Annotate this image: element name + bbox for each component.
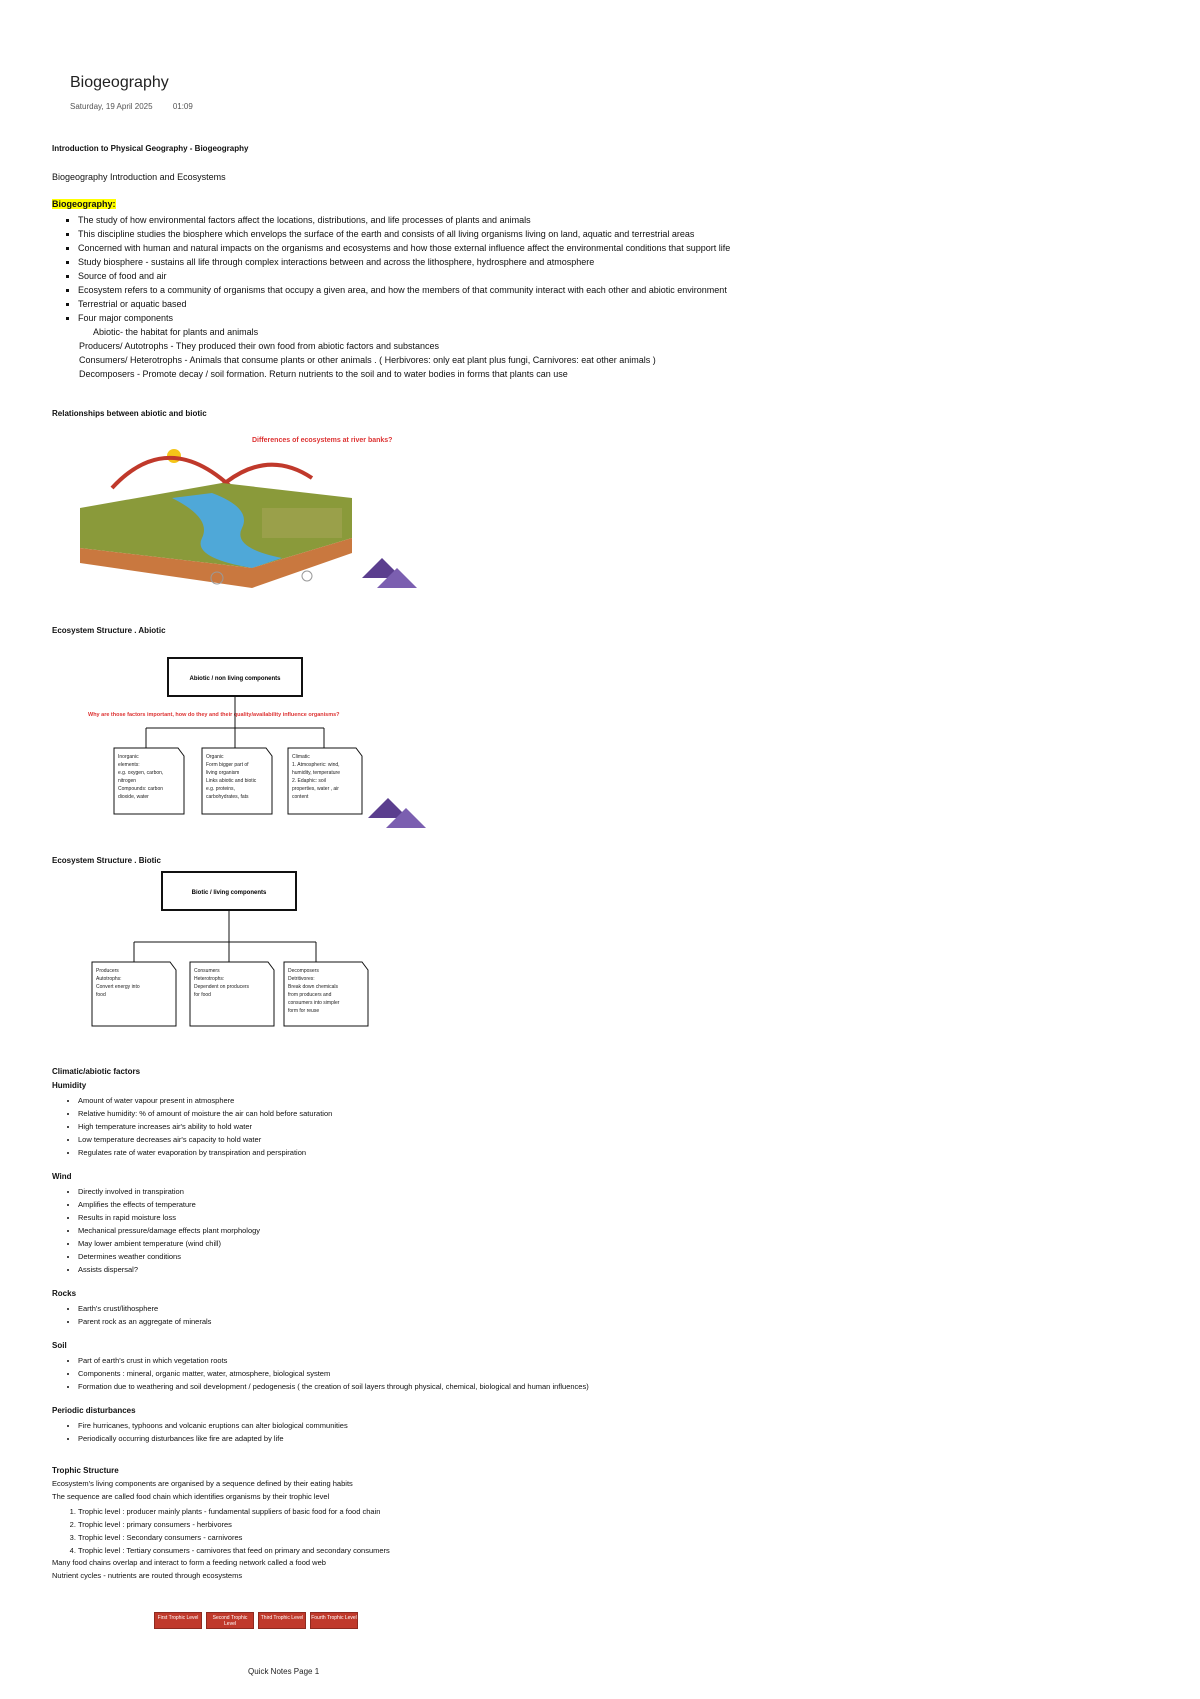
list-item: • Parent rock as an aggregate of minerals — [78, 1315, 211, 1328]
periodic-list — [52, 1419, 348, 1445]
list-item: ▪ The study of how environmental factors affect the locations, distributions, and life processes of plants and animals — [78, 213, 730, 227]
list-item: • Regulates rate of water evaporation by transpiration and perspiration — [78, 1146, 332, 1159]
trophic-line: The sequence are called food chain which identifies organisms by their trophic level — [52, 1492, 330, 1501]
list-item: 4. Trophic level : Tertiary consumers - carnivores that feed on primary and secondary consumers — [78, 1544, 390, 1557]
box-text: Convert energy into — [96, 984, 140, 990]
trophic-line: Nutrient cycles - nutrients are routed through ecosystems — [52, 1571, 243, 1580]
list-item: ▪ This discipline studies the biosphere which envelops the surface of the earth and consists of all living organisms living on land, aquatic and terrestrial areas — [78, 227, 730, 241]
box-text: carbohydrates, fats — [206, 794, 249, 800]
box-text: Heterotrophs: — [194, 976, 225, 982]
box-text: content — [292, 794, 309, 800]
list-item: • Formation due to weathering and soil development / pedogenesis ( the creation of soil layers through physical, chemical, biological and human influences) — [78, 1380, 589, 1393]
list-item: • Determines weather conditions — [78, 1250, 260, 1263]
box-text: Compounds: carbon — [118, 786, 164, 792]
box-text: consumers into simpler — [288, 1000, 340, 1006]
section-subtitle: Biogeography Introduction and Ecosystems — [52, 172, 226, 182]
list-item: • Earth's crust/lithosphere — [78, 1302, 211, 1315]
box-text: nitrogen — [118, 778, 137, 784]
third-trophic-button[interactable]: Third Trophic Level — [258, 1612, 306, 1629]
humidity-list — [52, 1094, 332, 1159]
list-item: 1. Trophic level : producer mainly plants - fundamental suppliers of basic food for a food chain — [78, 1505, 390, 1518]
trophic-levels — [52, 1505, 390, 1557]
box-text: food — [96, 992, 106, 998]
list-item: ▪ Source of food and air — [78, 269, 730, 283]
list-item: • Relative humidity: % of amount of moisture the air can hold before saturation — [78, 1107, 332, 1120]
biotic-root-label: Biotic / living components — [191, 890, 267, 896]
box-text: Climatic — [292, 754, 310, 760]
second-trophic-button[interactable]: Second Trophic Level — [206, 1612, 254, 1629]
list-item: ▪ Terrestrial or aquatic based — [78, 297, 730, 311]
wind-list — [52, 1185, 260, 1276]
biotic-diagram — [88, 868, 383, 1028]
time-text: 01:09 — [172, 102, 193, 111]
intro-heading — [52, 199, 116, 209]
box-text: living organism — [206, 770, 240, 776]
box-text: e.g. proteins, — [206, 786, 235, 792]
component-consumers: Consumers/ Heterotrophs - Animals that consume plants or other animals . ( Herbivores: only eat plant plus fungi, Carnivores: eat other animals ) — [79, 355, 656, 365]
list-item: • Part of earth's crust in which vegetation roots — [78, 1354, 589, 1367]
box-text: from producers and — [288, 992, 332, 998]
climatic-heading: Climatic/abiotic factors — [52, 1067, 141, 1076]
box-text: Autotrophs: — [96, 976, 122, 982]
first-trophic-button[interactable]: First Trophic Level — [154, 1612, 202, 1629]
humidity-title: Humidity — [52, 1081, 87, 1090]
soil-title: Soil — [52, 1341, 67, 1350]
box-text: Organic — [206, 754, 224, 760]
box-text: e.g. oxygen, carbon, — [118, 770, 164, 776]
breadcrumb: Introduction to Physical Geography - Biogeography — [52, 144, 249, 153]
relationships-heading: Relationships between abiotic and biotic — [52, 409, 207, 418]
fourth-trophic-button[interactable]: Fourth Trophic Level — [310, 1612, 358, 1629]
list-item: ▪ Four major components — [78, 311, 730, 325]
box-text: Detritivores: — [288, 976, 315, 982]
component-decomposers: Decomposers - Promote decay / soil formation. Return nutrients to the soil and to water bodies in forms that plants can use — [79, 369, 568, 379]
abiotic-question: Why are those factors important, how do they and their quality/availability influence organisms? — [88, 712, 340, 718]
trophic-line: Many food chains overlap and interact to form a feeding network called a food web — [52, 1558, 326, 1567]
trophic-line: Ecosystem's living components are organised by a sequence defined by their eating habits — [52, 1479, 353, 1488]
box-text: Decomposers — [288, 968, 319, 974]
box-text: Consumers — [194, 968, 220, 974]
abiotic-root-label: Abiotic / non living components — [189, 676, 281, 682]
list-item: • Amount of water vapour present in atmosphere — [78, 1094, 332, 1107]
abiotic-heading: Ecosystem Structure . Abiotic — [52, 626, 166, 635]
list-item: • Components : mineral, organic matter, water, atmosphere, biological system — [78, 1367, 589, 1380]
soil-list — [52, 1354, 589, 1393]
rocks-title: Rocks — [52, 1289, 77, 1298]
list-item: • Low temperature decreases air's capacity to hold water — [78, 1133, 332, 1146]
box-text: Form bigger part of — [206, 762, 249, 768]
box-text: Break down chemicals — [288, 984, 339, 990]
periodic-title: Periodic disturbances — [52, 1406, 136, 1415]
list-item: 2. Trophic level : primary consumers - herbivores — [78, 1518, 390, 1531]
rocks-list — [52, 1302, 211, 1328]
river-ecosystem-figure — [52, 428, 427, 598]
box-text: elements: — [118, 762, 140, 768]
list-item: • Mechanical pressure/damage effects plant morphology — [78, 1224, 260, 1237]
box-text: Dependent on producers — [194, 984, 250, 990]
list-item: • Fire hurricanes, typhoons and volcanic eruptions can alter biological communities — [78, 1419, 348, 1432]
box-text: 2. Edaphic: soil — [292, 778, 326, 784]
box-text: Producers — [96, 968, 119, 974]
list-item: • High temperature increases air's ability to hold water — [78, 1120, 332, 1133]
list-item: 3. Trophic level : Secondary consumers - carnivores — [78, 1531, 390, 1544]
page-footer: Quick Notes Page 1 — [248, 1667, 320, 1676]
list-item: • May lower ambient temperature (wind chill) — [78, 1237, 260, 1250]
box-text: Links abiotic and biotic — [206, 778, 257, 784]
list-item: • Directly involved in transpiration — [78, 1185, 260, 1198]
list-item: • Results in rapid moisture loss — [78, 1211, 260, 1224]
page-title: Biogeography — [70, 74, 169, 91]
component-abiotic: Abiotic- the habitat for plants and animals — [93, 327, 259, 337]
box-text: Inorganic — [118, 754, 139, 760]
list-item: • Amplifies the effects of temperature — [78, 1198, 260, 1211]
river-figure-title: Differences of ecosystems at river banks? — [252, 437, 393, 444]
box-text: 1. Atmospheric: wind, — [292, 762, 340, 768]
list-item: • Assists dispersal? — [78, 1263, 260, 1276]
biotic-heading: Ecosystem Structure . Biotic — [52, 856, 161, 865]
highlighted-heading: Biogeography: — [52, 199, 116, 209]
list-item: ▪ Concerned with human and natural impacts on the organisms and ecosystems and how those external influence affect the environmental conditions that support life — [78, 241, 730, 255]
box-text: humidity, temperature — [292, 770, 340, 776]
date-text: Saturday, 19 April 2025 — [70, 102, 153, 111]
abiotic-diagram — [88, 648, 436, 828]
field-area — [262, 508, 342, 538]
box-text: form for reuse — [288, 1008, 320, 1014]
list-item: ▪ Study biosphere - sustains all life through complex interactions between and across the lithosphere, hydrosphere and atmosphere — [78, 255, 730, 269]
box-text: properties, water , air — [292, 786, 339, 792]
box-text: for food — [194, 992, 211, 998]
box-text: dioxide, water — [118, 794, 149, 800]
wind-title: Wind — [52, 1172, 72, 1181]
intro-bullets — [52, 213, 730, 325]
list-item: • Periodically occurring disturbances like fire are adapted by life — [78, 1432, 348, 1445]
trophic-title: Trophic Structure — [52, 1466, 119, 1475]
component-producers: Producers/ Autotrophs - They produced their own food from abiotic factors and substances — [79, 341, 440, 351]
list-item: ▪ Ecosystem refers to a community of organisms that occupy a given area, and how the members of that community interact with each other and abiotic environment — [78, 283, 730, 297]
page-date — [70, 102, 193, 111]
